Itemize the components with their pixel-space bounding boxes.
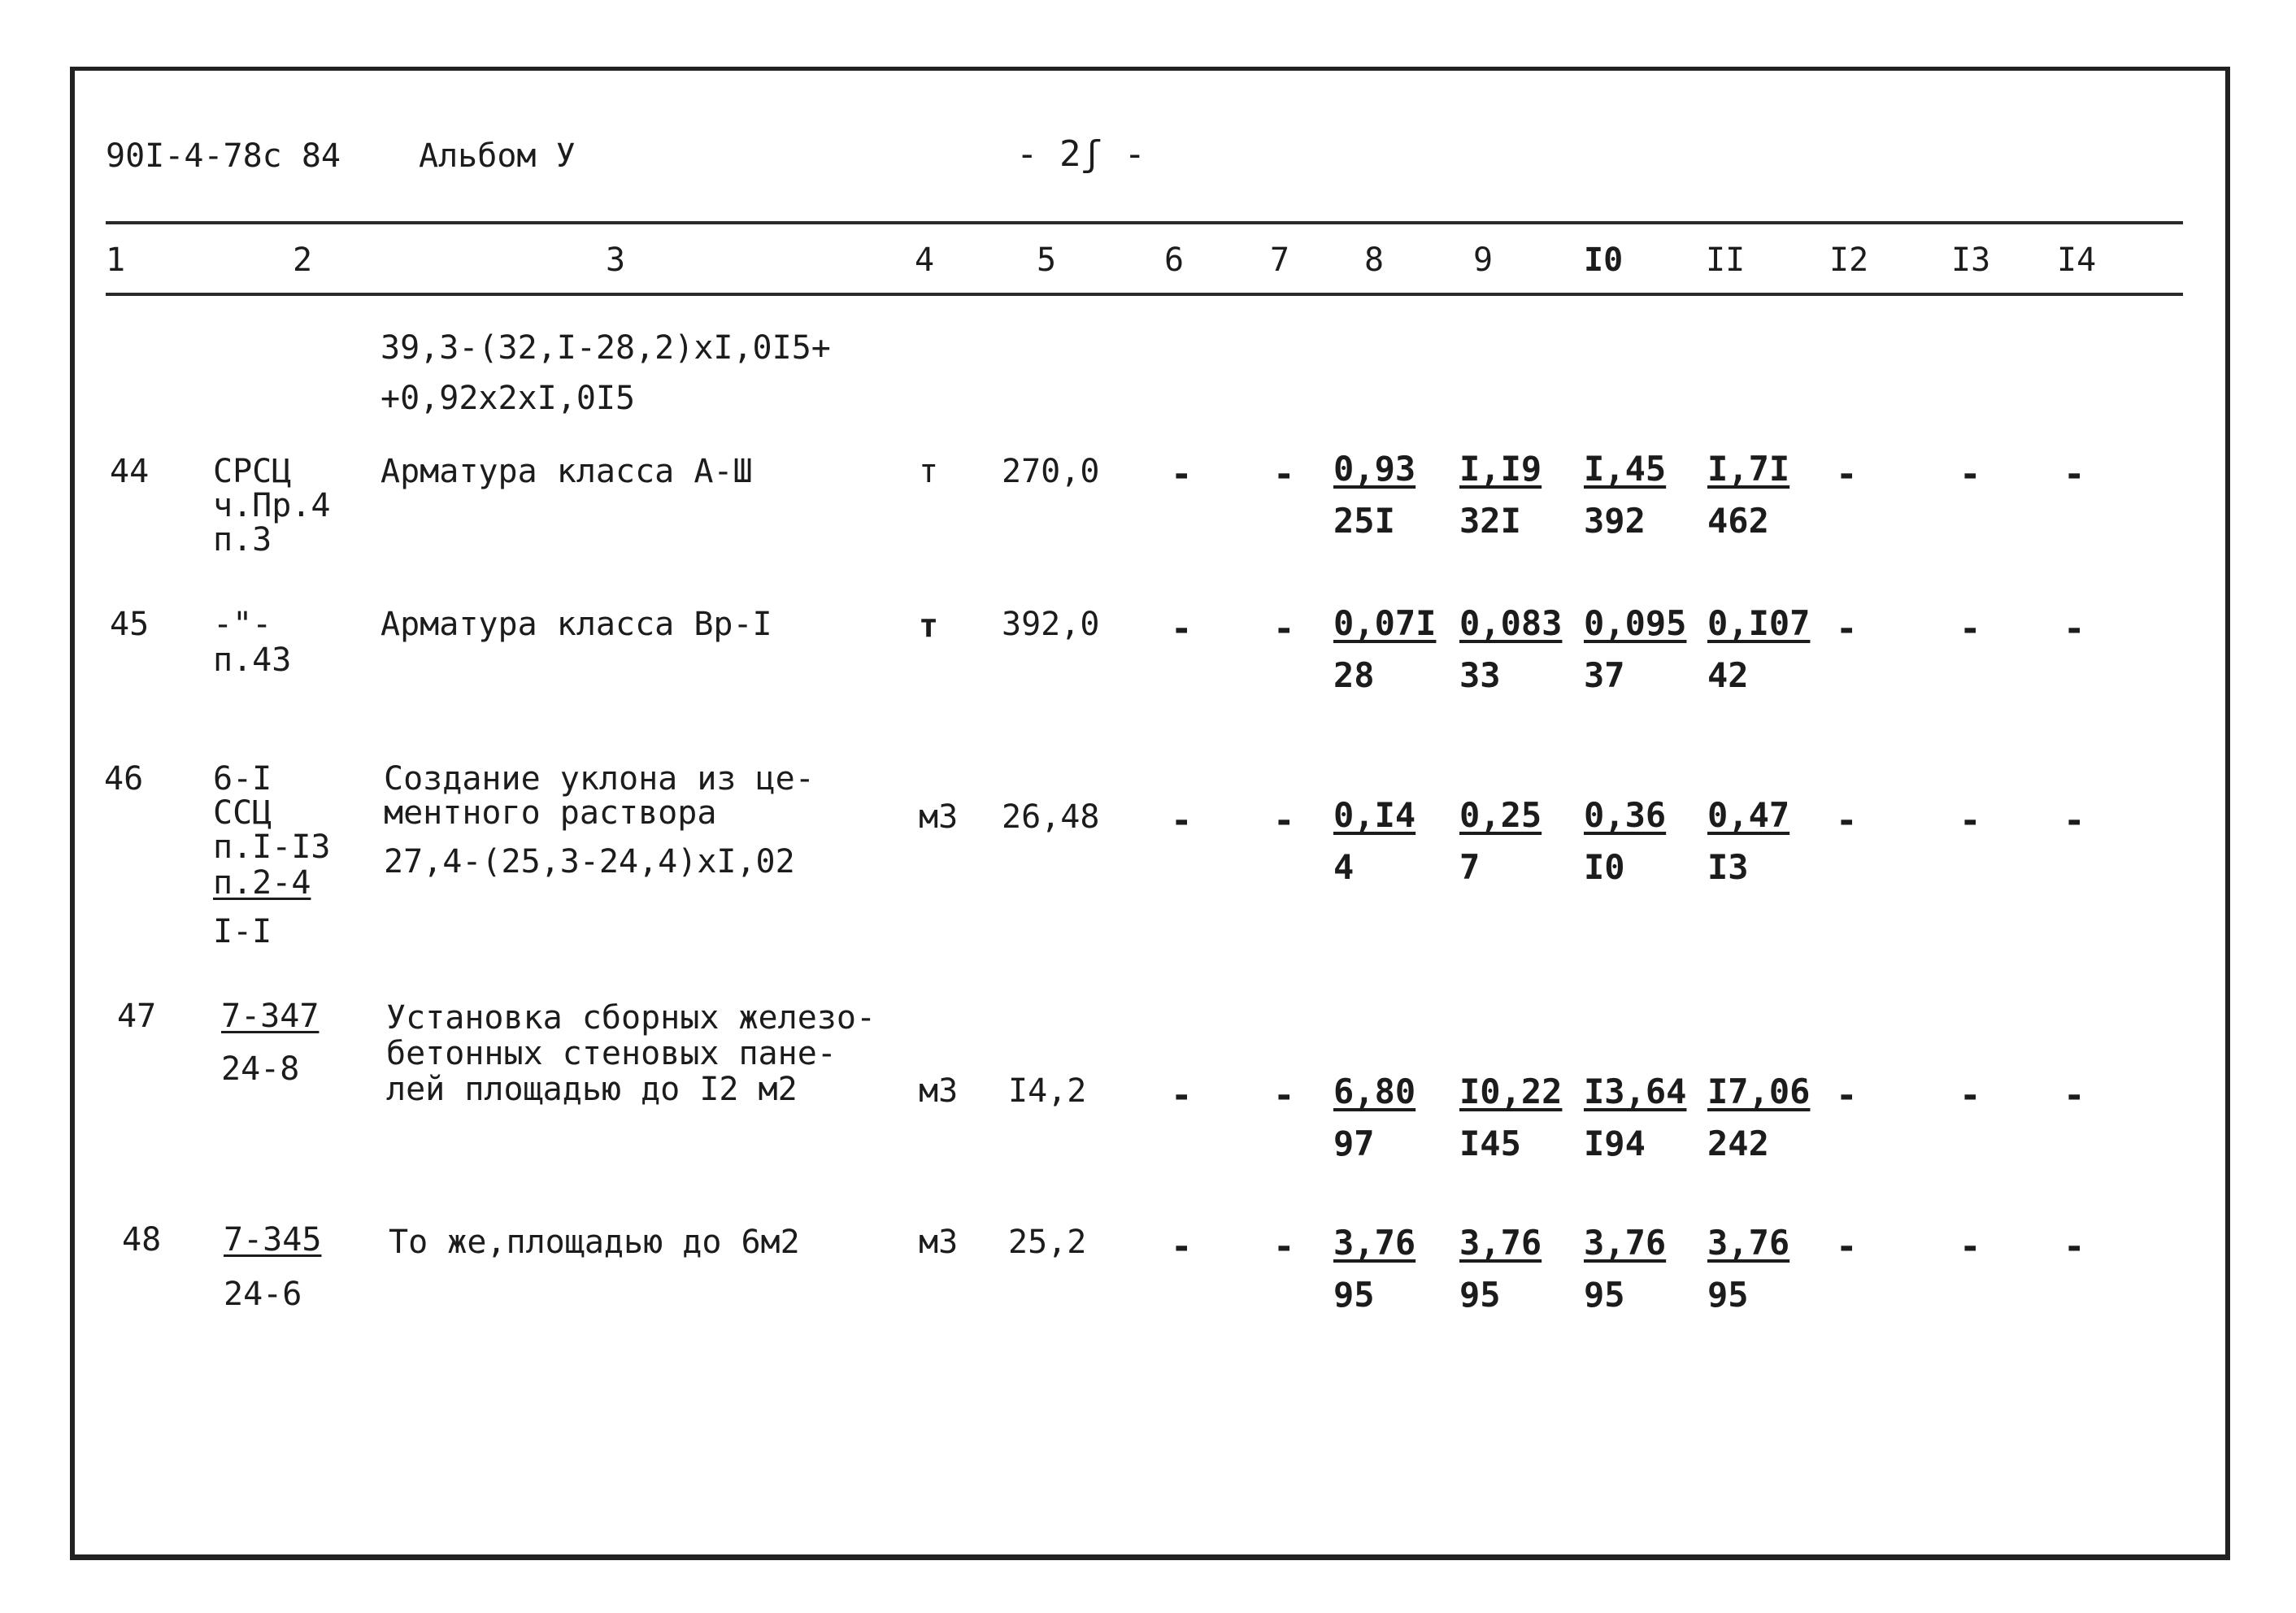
row-quantity: 25,2 [1008,1224,1087,1261]
value-denominator: 32I [1459,501,1521,541]
row-unit: м3 [919,1224,959,1261]
row-col14: - [2063,800,2085,841]
row-col7: - [1273,1226,1295,1267]
row-value-8 [1333,795,1416,887]
row-ref: 7-347 [221,998,320,1035]
row-ref: ССЦ [213,794,272,832]
col-header-8: 8 [1364,241,1385,279]
value-denominator: 37 [1584,655,1625,695]
row-ref: СРСЦ [213,453,292,490]
col-header-14: I4 [2057,241,2097,279]
row-quantity: 26,48 [1002,798,1100,836]
value-denominator: 25I [1333,501,1395,541]
value-numerator: I7,06 [1707,1072,1811,1111]
row-ref: п.3 [213,521,272,559]
row-value-9 [1459,603,1563,695]
row-value-9 [1459,1223,1542,1315]
carryover-line-2: +0,92x2xI,0I5 [380,380,636,417]
value-denominator: 42 [1707,655,1749,695]
col-header-7: 7 [1270,241,1290,279]
row-description: лей площадью до I2 м2 [386,1071,798,1108]
row-ref: 24-6 [224,1276,302,1313]
row-description: То же,площадью до 6м2 [389,1224,800,1261]
row-col13: - [1959,1226,1981,1267]
row-col14: - [2063,454,2085,495]
row-description: Установка сборных железо- [386,999,876,1037]
row-number: 47 [117,998,157,1035]
row-value-11 [1707,1223,1790,1315]
row-value-9 [1459,1072,1563,1163]
row-value-11 [1707,1072,1811,1163]
value-numerator: 0,36 [1584,795,1667,835]
value-denominator: 33 [1459,655,1501,695]
row-number: 45 [110,606,150,643]
value-numerator: 3,76 [1333,1223,1416,1263]
row-col7: - [1273,454,1295,495]
row-col13: - [1959,454,1981,495]
row-ref: I-I [213,913,272,950]
carryover-line-1: 39,3-(32,I-28,2)xI,0I5+ [380,329,831,367]
row-col12: - [1836,454,1858,495]
value-numerator: 0,I07 [1707,603,1811,643]
value-numerator: I3,64 [1584,1072,1687,1111]
col-header-3: 3 [606,241,626,279]
row-value-8 [1333,603,1437,695]
row-col6: - [1171,1075,1193,1116]
row-quantity: I4,2 [1008,1072,1087,1110]
row-description: ментного раствора [384,794,717,832]
row-quantity: 392,0 [1002,606,1100,643]
value-denominator: 95 [1333,1275,1375,1315]
value-denominator: 242 [1707,1124,1769,1163]
row-description: бетонных стеновых пане- [386,1035,837,1072]
value-numerator: 0,25 [1459,795,1542,835]
value-numerator: 3,76 [1707,1223,1790,1263]
col-header-12: I2 [1829,241,1869,279]
row-col6: - [1171,454,1193,495]
value-numerator: 0,I4 [1333,795,1416,835]
row-ref: п.2-4 [213,864,311,902]
value-numerator: 0,07I [1333,603,1437,643]
row-col13: - [1959,800,1981,841]
row-value-10 [1584,449,1667,541]
row-value-11 [1707,795,1790,887]
row-col7: - [1273,800,1295,841]
row-col13: - [1959,608,1981,650]
row-col14: - [2063,1075,2085,1116]
album-label: Альбом У [419,137,576,175]
row-value-9 [1459,795,1542,887]
value-denominator: 28 [1333,655,1375,695]
col-header-9: 9 [1473,241,1494,279]
value-denominator: I3 [1707,847,1749,887]
value-numerator: 0,095 [1584,603,1687,643]
row-col6: - [1171,608,1193,650]
value-numerator: I0,22 [1459,1072,1563,1111]
row-ref: 6-I [213,760,272,798]
header-rule-top [106,221,2183,224]
row-description: Арматура класса А-Ш [380,453,753,490]
row-col7: - [1273,608,1295,650]
header-rule-bottom [106,293,2183,296]
row-col12: - [1836,1226,1858,1267]
value-denominator: 95 [1459,1275,1501,1315]
value-denominator: 95 [1584,1275,1625,1315]
row-description: 27,4-(25,3-24,4)xI,02 [384,843,795,880]
row-value-8 [1333,449,1416,541]
row-value-10 [1584,1223,1667,1315]
row-col14: - [2063,1226,2085,1267]
col-header-1: 1 [106,241,126,279]
col-header-5: 5 [1037,241,1057,279]
row-col7: - [1273,1075,1295,1116]
row-unit: т [919,607,939,645]
value-denominator: 4 [1333,847,1355,887]
value-numerator: 0,083 [1459,603,1563,643]
row-value-10 [1584,1072,1687,1163]
row-unit: т [919,453,939,490]
value-denominator: I45 [1459,1124,1521,1163]
row-value-10 [1584,603,1687,695]
row-unit: м3 [919,798,959,836]
row-number: 48 [122,1221,162,1259]
col-header-13: I3 [1951,241,1991,279]
row-unit: м3 [919,1072,959,1110]
row-value-10 [1584,795,1667,887]
row-ref: п.43 [213,641,292,679]
col-header-10: I0 [1584,241,1624,279]
col-header-2: 2 [293,241,313,279]
row-col14: - [2063,608,2085,650]
col-header-4: 4 [915,241,935,279]
value-numerator: 3,76 [1459,1223,1542,1263]
row-value-8 [1333,1072,1416,1163]
value-numerator: I,I9 [1459,449,1542,489]
row-number: 46 [104,760,144,798]
row-number: 44 [110,453,150,490]
row-value-11 [1707,603,1811,695]
document-code: 90I-4-78с 84 [106,137,341,175]
value-denominator: 7 [1459,847,1481,887]
row-ref: 24-8 [221,1050,300,1088]
value-denominator: 95 [1707,1275,1749,1315]
row-description: Создание уклона из це- [384,760,815,798]
row-value-8 [1333,1223,1416,1315]
page-number: - 2ʃ - [1016,133,1146,175]
value-denominator: 97 [1333,1124,1375,1163]
value-denominator: I94 [1584,1124,1646,1163]
row-ref: п.I-I3 [213,828,331,866]
row-value-9 [1459,449,1542,541]
row-ref: ч.Пр.4 [213,487,331,524]
row-col6: - [1171,1226,1193,1267]
value-numerator: I,7I [1707,449,1790,489]
value-denominator: 392 [1584,501,1646,541]
row-ref: 7-345 [224,1221,322,1259]
row-col12: - [1836,1075,1858,1116]
value-denominator: 462 [1707,501,1769,541]
value-numerator: 0,93 [1333,449,1416,489]
col-header-11: II [1706,241,1746,279]
value-numerator: 6,80 [1333,1072,1416,1111]
row-col13: - [1959,1075,1981,1116]
row-ref: -"- [213,606,272,643]
row-value-11 [1707,449,1790,541]
value-numerator: I,45 [1584,449,1667,489]
row-col12: - [1836,800,1858,841]
value-numerator: 0,47 [1707,795,1790,835]
row-col12: - [1836,608,1858,650]
value-denominator: I0 [1584,847,1625,887]
row-quantity: 270,0 [1002,453,1100,490]
row-description: Арматура класса Вр-I [380,606,772,643]
row-col6: - [1171,800,1193,841]
col-header-6: 6 [1164,241,1185,279]
value-numerator: 3,76 [1584,1223,1667,1263]
